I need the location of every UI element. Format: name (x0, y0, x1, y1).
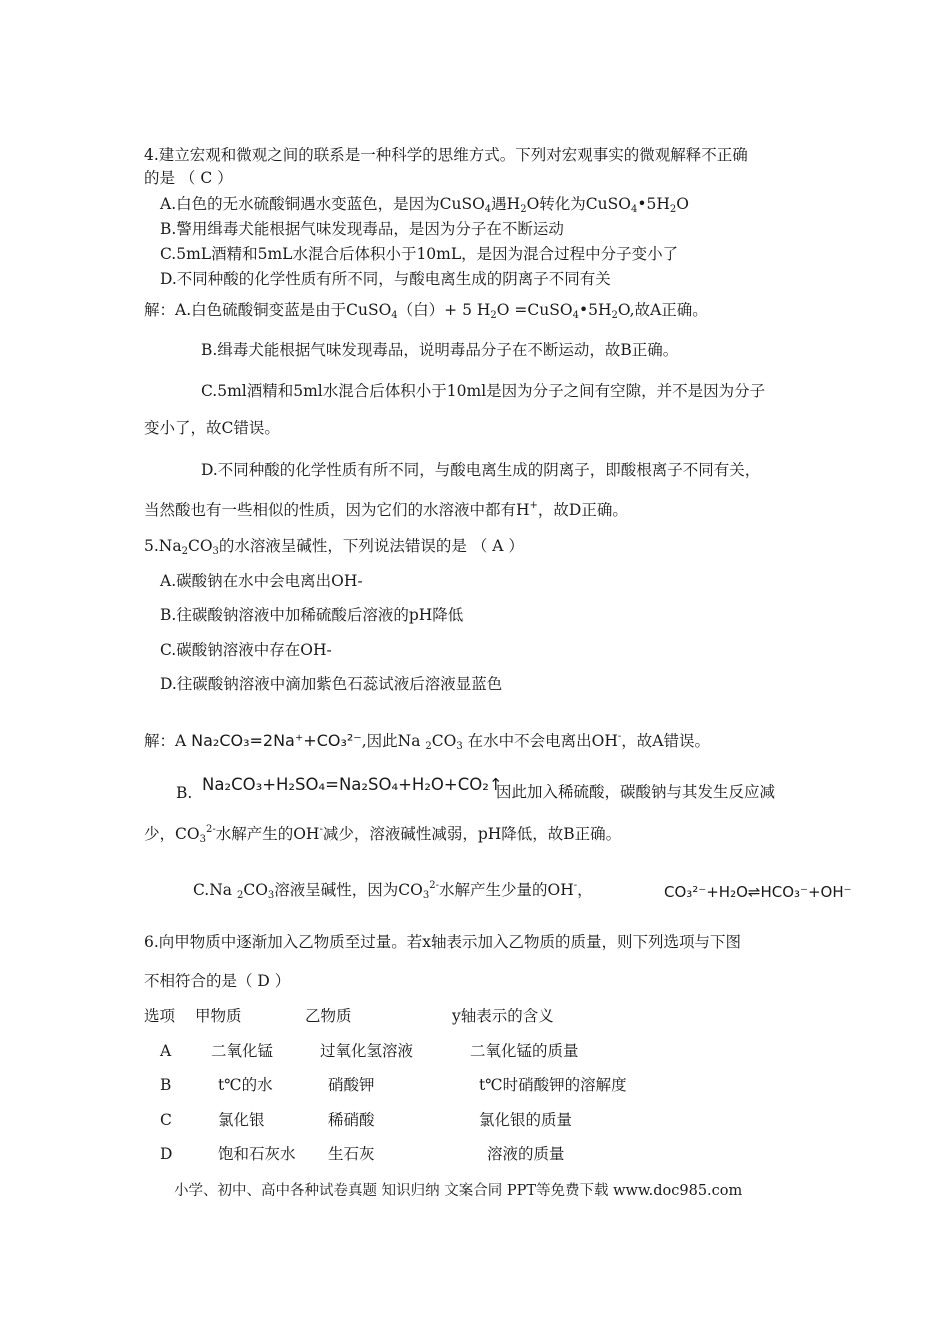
table-cell: 硝酸钾 (328, 1076, 375, 1094)
q4-solution-c-line2: 变小了，故C错误。 (144, 419, 280, 437)
table-cell: 氯化银的质量 (479, 1111, 573, 1129)
q5-stem: $5.Na_2CO_3$的水溶液呈碱性，下列说法错误的是 （ A ） (144, 537, 524, 557)
q4-stem-line2: 的是 （ C ） (144, 169, 233, 187)
q4-option-b: B.警用缉毒犬能根据气味发现毒品，是因为分子在不断运动 (160, 220, 564, 238)
q4-solution-a: 解：A.白色硫酸铜变蓝是由于CuSO$_4$（白）+ 5 $H_2O$ $=CuSO_4•5H_2O$,故A正确。 (144, 301, 708, 321)
table-cell: 饱和石灰水 (218, 1145, 296, 1163)
table-cell: 二氧化锰的质量 (470, 1042, 579, 1060)
page-footer: 小学、初中、高中各种试卷真题 知识归纳 文案合同 PPT等免费下载 www.doc985.com (174, 1183, 743, 1199)
q4-solution-c-line1: C.5ml酒精和5ml水混合后体积小于10ml是因为分子之间有空隙，并不是因为分子 (201, 382, 766, 400)
q5-option-c: C.碳酸钠溶液中存在OH- (160, 641, 332, 659)
q5-solution-b-line2: 少，$CO_3^{2-}$水解产生的OH-减少，溶液碱性减弱，pH降低，故B正确。 (144, 824, 622, 845)
q5-solution-a: 解：A Na₂CO₃=2Na⁺+CO₃²⁻,因此Na $_2CO_3$ 在水中不会电离出OH-，故A错误。 (144, 731, 710, 752)
q5-solution-b-text: 因此加入稀硫酸，碳酸钠与其发生反应减 (496, 783, 776, 801)
q6-stem-line2: 不相符合的是（ D ） (144, 972, 291, 990)
table-cell: C (160, 1111, 172, 1129)
table-header-cell: 乙物质 (305, 1007, 352, 1025)
q5-option-b: B.往碳酸钠溶液中加稀硫酸后溶液的pH降低 (160, 606, 464, 624)
table-header-cell: y轴表示的含义 (452, 1007, 554, 1025)
q4-solution-b: B.缉毒犬能根据气味发现毒品，说明毒品分子在不断运动，故B正确。 (201, 341, 679, 359)
table-cell: 二氧化锰 (211, 1042, 274, 1060)
q5-solution-c-equation: CO₃²⁻+H₂O⇌HCO₃⁻+OH⁻ (664, 883, 852, 901)
q4-stem-line1: 4.建立宏观和微观之间的联系是一种科学的思维方式。下列对宏观事实的微观解释不正确 (144, 146, 748, 164)
q5-option-a: A.碳酸钠在水中会电离出OH- (160, 572, 363, 590)
q4-solution-d-line2: 当然酸也有一些相似的性质，因为它们的水溶液中都有H+，故D正确。 (144, 500, 628, 519)
table-cell: t℃时硝酸钾的溶解度 (479, 1076, 627, 1094)
table-cell: 氯化银 (218, 1111, 265, 1129)
table-header-cell: 甲物质 (195, 1007, 242, 1025)
table-cell: 生石灰 (328, 1145, 375, 1163)
table-cell: A (160, 1042, 172, 1060)
q5-solution-a-equation: Na₂CO₃=2Na⁺+CO₃²⁻ (191, 731, 362, 750)
table-cell: 过氧化氢溶液 (320, 1042, 414, 1060)
q4-option-a: A.白色的无水硫酸铜遇水变蓝色，是因为CuSO$_4$遇$H_2O$转化为$CuSO_4•5H_2O$ (160, 195, 689, 215)
table-cell: 稀硝酸 (328, 1111, 375, 1129)
q4-solution-d-line1: D.不同种酸的化学性质有所不同，与酸电离生成的阴离子，即酸根离子不同有关， (201, 461, 761, 479)
table-cell: B (160, 1076, 172, 1094)
q4-option-d: D.不同种酸的化学性质有所不同，与酸电离生成的阴离子不同有关 (160, 270, 611, 288)
q5-solution-c: C.Na $_2CO_3$溶液呈碱性，因为$CO_3^{2-}$水解产生少量的OH-， (193, 880, 593, 901)
table-header-cell: 选项 (144, 1007, 176, 1025)
table-cell: t℃的水 (218, 1076, 273, 1094)
q6-stem-line1: 6.向甲物质中逐渐加入乙物质至过量。若x轴表示加入乙物质的质量，则下列选项与下图 (144, 933, 742, 951)
table-cell: 溶液的质量 (487, 1145, 565, 1163)
q5-solution-b-equation: Na₂CO₃+H₂SO₄=Na₂SO₄+H₂O+CO₂↑ (202, 775, 503, 794)
table-cell: D (160, 1145, 173, 1163)
q5-solution-b-label: B. (176, 784, 193, 802)
q5-option-d: D.往碳酸钠溶液中滴加紫色石蕊试液后溶液显蓝色 (160, 675, 503, 693)
q4-option-c: C.5mL酒精和5mL水混合后体积小于10mL，是因为混合过程中分子变小了 (160, 245, 679, 263)
